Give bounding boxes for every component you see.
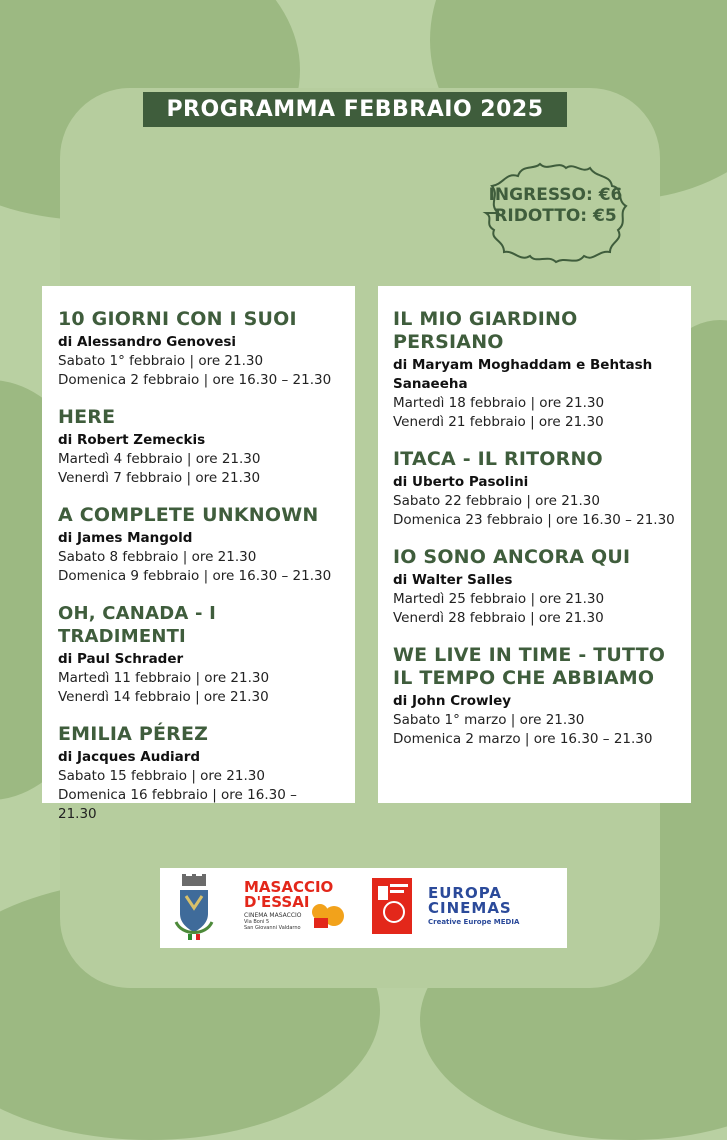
ridotto-price: RIDOTTO: €5 <box>494 206 617 226</box>
creative-europe-media: Creative Europe MEDIA <box>428 918 520 926</box>
film-title: WE LIVE IN TIME - TUTTO IL TEMPO CHE ABBIAMO <box>393 644 666 689</box>
masaccio-address: Via Boni 5 <box>244 919 270 925</box>
film-director: di Maryam Moghaddam e Behtash Sanaeeha <box>393 357 653 392</box>
film-director: di Uberto Pasolini <box>393 474 529 490</box>
film-festival-logo <box>372 878 412 934</box>
screening-time: Venerdì 28 febbraio | ore 21.30 <box>393 610 604 626</box>
schedule-card-right <box>378 286 691 803</box>
film-entry <box>58 723 339 824</box>
screening-time: Domenica 23 febbraio | ore 16.30 – 21.30 <box>393 512 675 528</box>
film-entry <box>393 308 675 432</box>
screening-time: Martedì 11 febbraio | ore 21.30 <box>58 670 270 686</box>
film-title: IO SONO ANCORA QUI <box>393 546 631 568</box>
film-title: OH, CANADA - I TRADIMENTI <box>58 603 216 647</box>
masaccio-title: MASACCIO <box>244 878 334 896</box>
screening-time: Sabato 1° febbraio | ore 21.30 <box>58 353 264 369</box>
badge-text <box>478 185 633 227</box>
masaccio-city: San Giovanni Valdarno <box>244 925 301 931</box>
screening-time: Domenica 2 febbraio | ore 16.30 – 21.30 <box>58 372 332 388</box>
film-director: di Jacques Audiard <box>58 749 201 765</box>
film-title: IL MIO GIARDINO PERSIANO <box>393 308 578 353</box>
europa-cinemas-logo <box>428 886 558 936</box>
screening-time: Sabato 15 febbraio | ore 21.30 <box>58 768 265 784</box>
screening-time: Martedì 25 febbraio | ore 21.30 <box>393 591 605 607</box>
film-title: 10 GIORNI CON I SUOI <box>58 308 297 330</box>
masaccio-logo <box>244 880 354 940</box>
film-director: di Walter Salles <box>393 572 513 588</box>
sponsor-footer <box>160 868 567 948</box>
film-camera-icon <box>310 902 346 930</box>
screening-time: Venerdì 21 febbraio | ore 21.30 <box>393 414 604 430</box>
film-title: EMILIA PÉREZ <box>58 723 209 745</box>
film-entry <box>58 406 339 488</box>
masaccio-subtitle: D'ESSAI <box>244 893 310 911</box>
screening-time: Martedì 18 febbraio | ore 21.30 <box>393 395 605 411</box>
screening-time: Domenica 16 febbraio | ore 16.30 – 21.30 <box>58 787 297 822</box>
page-title: PROGRAMMA FEBBRAIO 2025 <box>143 92 567 127</box>
film-director: di Alessandro Genovesi <box>58 334 237 350</box>
film-director: di John Crowley <box>393 693 512 709</box>
coat-of-arms-icon <box>172 874 216 942</box>
screening-time: Martedì 4 febbraio | ore 21.30 <box>58 451 261 467</box>
film-title: ITACA - IL RITORNO <box>393 448 603 470</box>
film-entry <box>393 546 675 628</box>
screening-time: Domenica 2 marzo | ore 16.30 – 21.30 <box>393 731 653 747</box>
screening-time: Sabato 22 febbraio | ore 21.30 <box>393 493 600 509</box>
film-entry <box>393 644 675 749</box>
screening-time: Sabato 8 febbraio | ore 21.30 <box>58 549 257 565</box>
schedule-card-left <box>42 286 355 822</box>
film-title: HERE <box>58 406 116 428</box>
film-entry <box>58 308 339 390</box>
masaccio-cinema-name: CINEMA MASACCIO <box>244 912 302 919</box>
screening-time: Venerdì 7 febbraio | ore 21.30 <box>58 470 261 486</box>
screening-time: Domenica 9 febbraio | ore 16.30 – 21.30 <box>58 568 332 584</box>
film-director: di Paul Schrader <box>58 651 184 667</box>
ingresso-price: INGRESSO: €6 <box>488 185 623 205</box>
film-entry <box>58 504 339 586</box>
film-director: di Robert Zemeckis <box>58 432 206 448</box>
screening-time: Venerdì 14 febbraio | ore 21.30 <box>58 689 269 705</box>
cinemas-title: CINEMAS <box>428 899 512 917</box>
price-badge <box>478 158 633 268</box>
film-entry <box>393 448 675 530</box>
europa-title: EUROPA <box>428 884 502 902</box>
film-director: di James Mangold <box>58 530 193 546</box>
screening-time: Sabato 1° marzo | ore 21.30 <box>393 712 585 728</box>
film-entry <box>58 602 339 707</box>
film-title: A COMPLETE UNKNOWN <box>58 504 319 526</box>
